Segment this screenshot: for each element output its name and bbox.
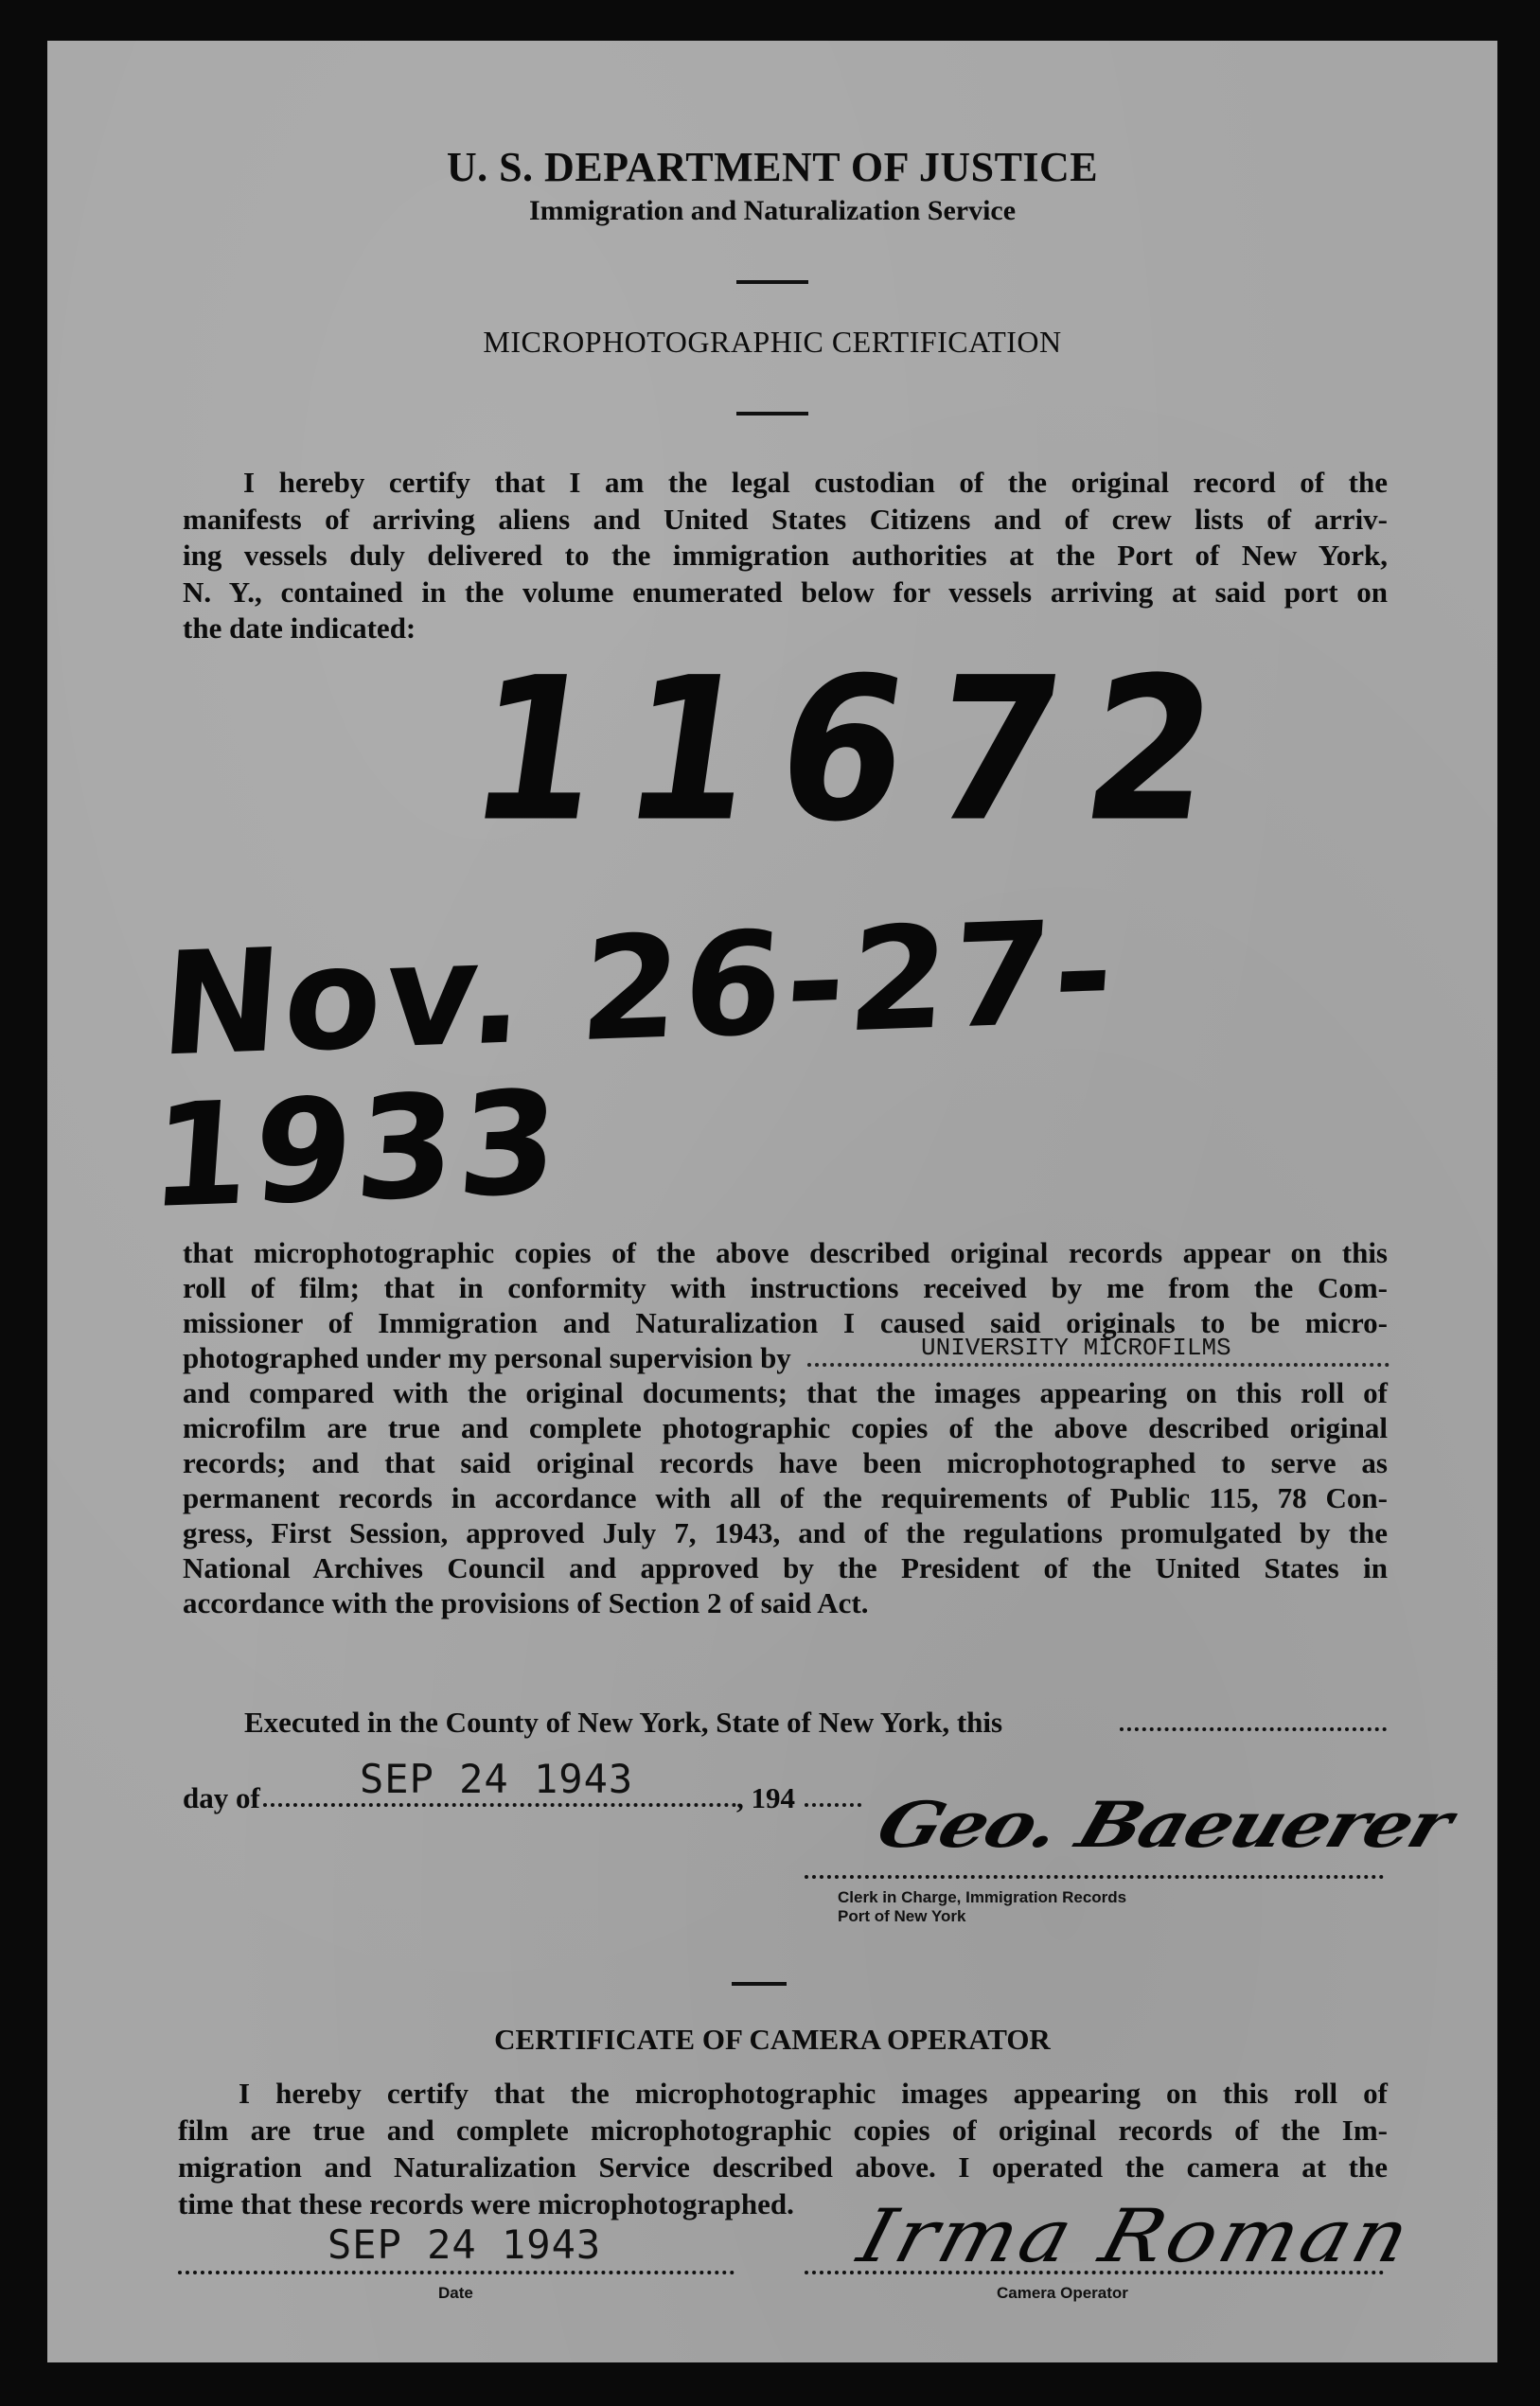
divider: [736, 280, 808, 284]
text-line: the date indicated:: [183, 611, 416, 645]
text-line: time that these records were microphotographed.: [178, 2187, 794, 2220]
operator-signature: Irma Roman: [849, 2194, 1423, 2279]
text-line: missioner of Immigration and Naturalization I caused said originals to be micro-: [183, 1306, 1388, 1339]
text-line: that microphotographic copies of the above described original records appear on this: [183, 1236, 1388, 1269]
clerk-title: Clerk in Charge, Immigration Records: [838, 1888, 1127, 1906]
handwritten-volume-number: 11672: [456, 634, 1258, 865]
text-line: manifests of arriving aliens and United States Citizens and of crew lists of arriv-: [183, 502, 1388, 536]
text-line: roll of film; that in conformity with instructions received by me from the Com-: [183, 1271, 1388, 1304]
fill-in-dots: [1120, 1727, 1387, 1731]
service-subheading: Immigration and Naturalization Service: [528, 195, 1017, 226]
year-label: , 194: [736, 1781, 795, 1814]
department-heading: U. S. DEPARTMENT OF JUSTICE: [446, 144, 1099, 190]
certificate-page: [47, 41, 1497, 2362]
camera-operator-label: Camera Operator: [997, 2284, 1128, 2302]
clerk-signature: Geo. Baeuerer: [868, 1788, 1460, 1863]
text-line: film are true and complete microphotographic copies of original records of the Im-: [178, 2114, 1388, 2147]
text-line: I hereby certify that the microphotographic images appearing on this roll of: [239, 2077, 1388, 2110]
text-line: gress, First Session, approved July 7, 1943, and of the regulations promulgated by the: [183, 1516, 1388, 1549]
camera-certificate-title: CERTIFICATE OF CAMERA OPERATOR: [494, 2023, 1051, 2056]
divider: [732, 1982, 787, 1986]
text-line: photographed under my personal supervision by: [183, 1341, 791, 1374]
handwritten-dates: Nov. 26-27-1933: [145, 889, 1123, 1241]
date-line: [178, 2271, 735, 2274]
typed-company-name: UNIVERSITY MICROFILMS: [921, 1334, 1231, 1362]
text-line: I hereby certify that I am the legal custodian of the original record of the: [243, 466, 1388, 499]
date-label: Date: [438, 2284, 473, 2302]
date-stamp: SEP 24 1943: [360, 1756, 634, 1802]
text-line: migration and Naturalization Service described above. I operated the camera at the: [178, 2150, 1388, 2184]
executed-text: Executed in the County of New York, State of New York, this: [244, 1706, 1003, 1739]
text-line: National Archives Council and approved by the President of the United States in: [183, 1551, 1388, 1584]
body-paragraph: [183, 1235, 1388, 1620]
clerk-port: Port of New York: [838, 1907, 966, 1925]
text-line: microfilm are true and complete photographic copies of the above described original: [183, 1411, 1388, 1444]
signature-line: [805, 1875, 1384, 1879]
text-line: and compared with the original documents; that the images appearing on this roll of: [183, 1376, 1388, 1409]
text-line: accordance with the provisions of Section 2 of said Act.: [183, 1586, 869, 1619]
certification-title: MICROPHOTOGRAPHIC CERTIFICATION: [483, 325, 1062, 359]
text-line: N. Y., contained in the volume enumerated below for vessels arriving at said port on: [183, 575, 1388, 609]
fill-in-dots: [263, 1803, 736, 1807]
supervision-line: [183, 1334, 1388, 1375]
divider: [736, 412, 808, 416]
operator-date-stamp: SEP 24 1943: [327, 2221, 602, 2268]
intro-paragraph: [183, 465, 1388, 647]
text-line: permanent records in accordance with all of the requirements of Public 115, 78 Con-: [183, 1481, 1388, 1514]
text-line: ing vessels duly delivered to the immigration authorities at the Port of New York,: [183, 539, 1388, 572]
fill-in-dots: [805, 1803, 861, 1807]
day-of-label: day of: [183, 1781, 260, 1814]
text-line: records; and that said original records have been microphotographed to serve as: [183, 1446, 1388, 1479]
